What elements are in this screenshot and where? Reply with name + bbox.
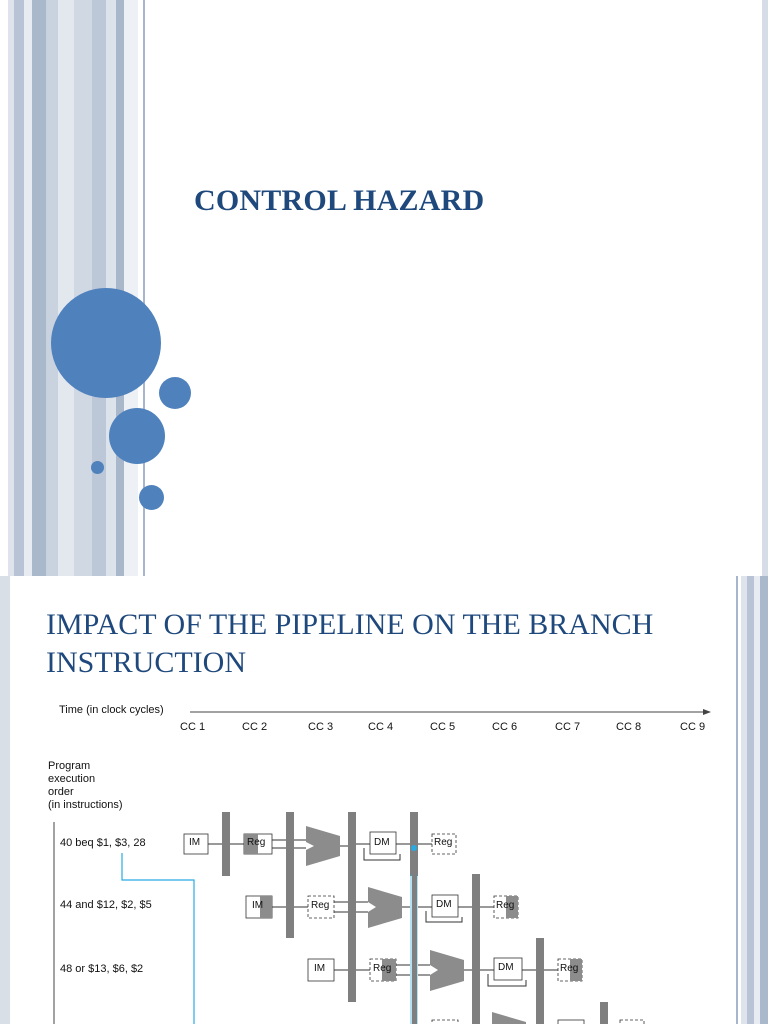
pipeline-row-or <box>308 938 582 1002</box>
pipeline-register-bar <box>286 812 294 876</box>
alu-stage <box>430 950 464 991</box>
pipeline-register-bar <box>472 938 480 1002</box>
pipeline-register-bar <box>600 1002 608 1024</box>
reg-label: Reg <box>247 837 266 848</box>
tiny-circle-decoration <box>91 461 104 474</box>
clock-cycle-label: CC 2 <box>242 721 268 733</box>
dm-label: DM <box>436 899 452 910</box>
reg-stage <box>620 1020 644 1024</box>
pipeline-register-bar <box>348 874 356 938</box>
pipeline-register-bar <box>472 1002 480 1024</box>
instruction-label: 44 and $12, $2, $5 <box>60 899 152 911</box>
order-label-line: Program <box>48 760 91 772</box>
alu-stage <box>368 887 402 928</box>
pipeline-register-bar <box>410 812 418 876</box>
order-label-line: execution <box>48 773 96 785</box>
reg-label: Reg <box>311 900 330 911</box>
pipeline-register-bar <box>536 938 544 1002</box>
branch-connector-line <box>122 853 194 1024</box>
reg-stage <box>432 1020 458 1024</box>
alu-stage <box>492 1012 526 1024</box>
clock-cycle-label: CC 7 <box>555 721 581 733</box>
clock-cycle-label: CC 4 <box>368 721 394 733</box>
clock-cycle-label: CC 1 <box>180 721 206 733</box>
slide-frame-edge <box>762 0 768 576</box>
dm-label: DM <box>374 837 390 848</box>
im-label: IM <box>314 963 326 974</box>
pipeline-row-partial <box>410 1002 644 1024</box>
slide-pipeline-branch <box>0 576 768 1024</box>
pipeline-register-bar <box>286 874 294 938</box>
decorative-side-stripes <box>0 0 150 576</box>
dm-label: DM <box>498 962 514 973</box>
pipeline-register-bar <box>348 938 356 1002</box>
reg-label: Reg <box>373 963 392 974</box>
dm-stage <box>558 1020 584 1024</box>
medium-circle-decoration <box>109 408 165 464</box>
time-axis-label: Time (in clock cycles) <box>59 704 164 716</box>
clock-cycle-label: CC 8 <box>616 721 642 733</box>
pipeline-register-bar <box>222 812 230 876</box>
clock-cycle-label: CC 3 <box>308 721 334 733</box>
slide-title-line-2: INSTRUCTION <box>46 646 246 679</box>
instruction-label: 48 or $13, $6, $2 <box>60 963 144 975</box>
alu-stage <box>306 826 340 866</box>
reg-label: Reg <box>434 837 453 848</box>
pipeline-register-bar <box>472 874 480 938</box>
clock-cycle-label: CC 9 <box>680 721 706 733</box>
pipeline-row-beq <box>184 812 456 876</box>
instruction-label: 40 beq $1, $3, 28 <box>60 837 146 849</box>
small-circle-decoration <box>159 377 191 409</box>
pipeline-graphics <box>0 576 768 1024</box>
pipeline-register-bar <box>536 1002 544 1024</box>
order-label-line: order <box>48 786 74 798</box>
im-label: IM <box>252 900 264 911</box>
branch-decision-point <box>411 845 417 851</box>
pipeline-register-bar <box>348 812 356 876</box>
clock-cycle-label: CC 6 <box>492 721 518 733</box>
reg-label: Reg <box>560 963 579 974</box>
slide-title-line-1: IMPACT OF THE PIPELINE ON THE BRANCH <box>46 608 654 641</box>
small-circle-decoration-bottom <box>139 485 164 510</box>
pipeline-diagram <box>0 576 768 1024</box>
clock-cycle-label: CC 5 <box>430 721 456 733</box>
im-label: IM <box>189 837 201 848</box>
order-label-line: (in instructions) <box>48 799 123 811</box>
pipeline-row-and <box>246 874 518 938</box>
slide-title: CONTROL HAZARD <box>194 184 485 217</box>
large-circle-decoration <box>51 288 161 398</box>
reg-label: Reg <box>496 900 515 911</box>
